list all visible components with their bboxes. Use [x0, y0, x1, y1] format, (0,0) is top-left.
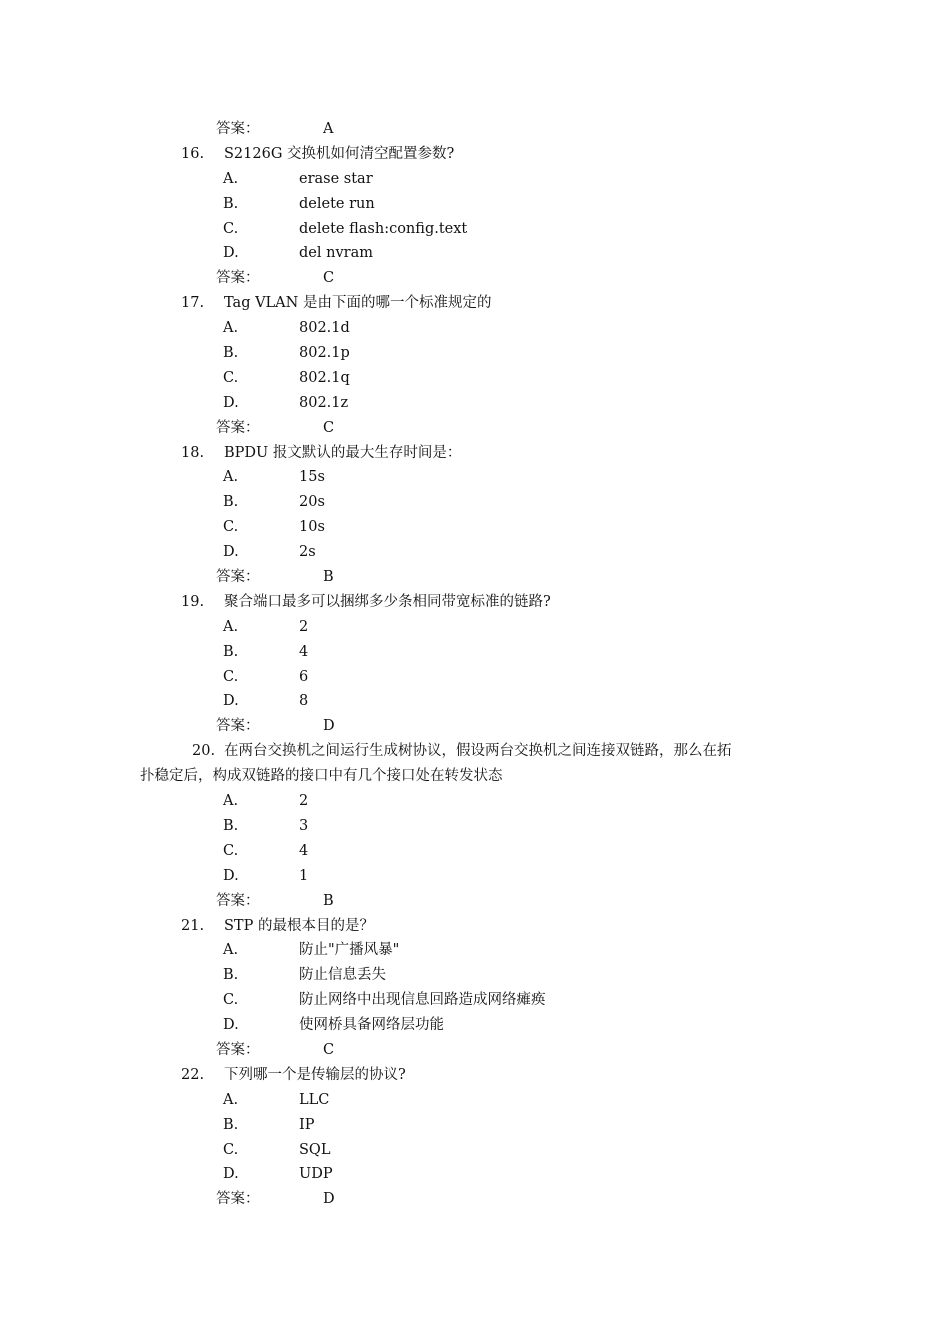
option-text: UDP	[299, 1166, 333, 1183]
question-number: 22.	[181, 1066, 205, 1083]
option-line	[0, 689, 950, 714]
option-letter: A.	[223, 942, 239, 959]
option-letter: C.	[223, 1141, 239, 1158]
option-letter: C.	[223, 220, 239, 237]
option-text: 2s	[299, 544, 316, 561]
option-letter: C.	[223, 668, 239, 685]
option-letter: D.	[223, 867, 239, 884]
option-line	[0, 1088, 950, 1113]
answer-line	[0, 1038, 950, 1063]
option-letter: D.	[223, 693, 239, 710]
option-line	[0, 1113, 950, 1138]
option-line	[0, 366, 950, 391]
option-line	[0, 515, 950, 540]
option-text: 15s	[299, 469, 325, 486]
option-line	[0, 789, 950, 814]
option-line	[0, 391, 950, 416]
answer-line	[0, 1187, 950, 1212]
option-line	[0, 640, 950, 665]
option-letter: A.	[223, 469, 239, 486]
option-letter: A.	[223, 320, 239, 337]
option-letter: D.	[223, 245, 239, 262]
question-18	[0, 441, 950, 466]
question-20	[0, 739, 950, 764]
answer-line	[0, 714, 950, 739]
answer-label: 答案：	[216, 718, 260, 735]
answer-value: C	[323, 1041, 335, 1058]
answer-label: 答案：	[216, 270, 260, 287]
option-text: delete flash:config.text	[299, 220, 468, 237]
question-text-line-1: 在两台交换机之间运行生成树协议，假设两台交换机之间连接双链路，那么在拓	[224, 743, 732, 760]
answer-label: 答案：	[216, 1041, 260, 1058]
question-text: 下列哪一个是传输层的协议?	[224, 1066, 406, 1083]
option-letter: A.	[223, 1091, 239, 1108]
answer-label: 答案：	[216, 121, 260, 137]
answer-line	[0, 416, 950, 441]
answer-value: B	[323, 569, 334, 586]
option-line	[0, 167, 950, 192]
option-letter: B.	[223, 967, 239, 984]
answer-label: 答案：	[216, 1191, 260, 1208]
option-text: 8	[299, 693, 309, 710]
option-text: erase star	[299, 170, 373, 187]
option-letter: B.	[223, 494, 239, 511]
question-text: Tag VLAN 是由下面的哪一个标准规定的	[224, 295, 492, 312]
option-line	[0, 665, 950, 690]
option-text: 802.1q	[299, 369, 350, 386]
question-number: 16.	[181, 145, 205, 162]
option-line	[0, 192, 950, 217]
question-text: 聚合端口最多可以捆绑多少条相同带宽标准的链路?	[224, 593, 551, 610]
answer-value: A	[323, 121, 334, 137]
option-text: 防止信息丢失	[299, 967, 386, 984]
option-letter: C.	[223, 992, 239, 1009]
question-16	[0, 142, 950, 167]
option-line	[0, 341, 950, 366]
option-line	[0, 988, 950, 1013]
option-text: 1	[299, 867, 309, 884]
option-text: 2	[299, 793, 309, 810]
question-21	[0, 914, 950, 939]
question-number: 18.	[181, 444, 205, 461]
answer-value: D	[323, 718, 335, 735]
option-text: IP	[299, 1116, 315, 1133]
option-line	[0, 241, 950, 266]
option-line	[0, 540, 950, 565]
option-letter: C.	[223, 519, 239, 536]
question-20-continued	[0, 764, 950, 789]
option-line	[0, 814, 950, 839]
option-line	[0, 615, 950, 640]
question-19	[0, 590, 950, 615]
question-text: STP 的最根本目的是？	[224, 917, 374, 934]
option-line	[0, 465, 950, 490]
option-line	[0, 490, 950, 515]
question-number: 17.	[181, 295, 205, 312]
option-letter: A.	[223, 618, 239, 635]
option-letter: B.	[223, 1116, 239, 1133]
answer-value: B	[323, 892, 334, 909]
question-number: 19.	[181, 593, 205, 610]
answer-line	[0, 117, 950, 142]
option-line	[0, 1013, 950, 1038]
option-letter: A.	[223, 793, 239, 810]
question-number: 21.	[181, 917, 205, 934]
option-text: 10s	[299, 519, 325, 536]
option-text: 802.1p	[299, 345, 350, 362]
option-text: 防止网络中出现信息回路造成网络瘫痪	[299, 992, 546, 1009]
answer-label: 答案：	[216, 569, 260, 586]
question-list	[0, 117, 950, 1212]
option-text: delete run	[299, 195, 375, 212]
option-text: SQL	[299, 1141, 331, 1158]
option-letter: D.	[223, 544, 239, 561]
answer-value: D	[323, 1191, 335, 1208]
option-text: 802.1d	[299, 320, 350, 337]
option-letter: B.	[223, 643, 239, 660]
answer-line	[0, 565, 950, 590]
option-text: del nvram	[299, 245, 373, 262]
option-letter: D.	[223, 394, 239, 411]
option-letter: D.	[223, 1017, 239, 1034]
option-text: 4	[299, 842, 309, 859]
option-letter: C.	[223, 369, 239, 386]
option-line	[0, 963, 950, 988]
option-letter: B.	[223, 345, 239, 362]
option-letter: D.	[223, 1166, 239, 1183]
question-22	[0, 1063, 950, 1088]
option-text: 6	[299, 668, 309, 685]
question-text: BPDU 报文默认的最大生存时间是：	[224, 444, 462, 461]
option-line	[0, 938, 950, 963]
option-letter: B.	[223, 195, 239, 212]
option-text: 20s	[299, 494, 325, 511]
answer-label: 答案：	[216, 892, 260, 909]
option-line	[0, 1138, 950, 1163]
question-text: S2126G 交换机如何清空配置参数?	[224, 145, 455, 162]
option-text: 802.1z	[299, 394, 349, 411]
question-text-line-2: 扑稳定后，构成双链路的接口中有几个接口处在转发状态	[140, 768, 503, 785]
option-line	[0, 217, 950, 242]
option-letter: C.	[223, 842, 239, 859]
option-letter: A.	[223, 170, 239, 187]
question-number: 20.	[192, 743, 216, 760]
option-text: 2	[299, 618, 309, 635]
answer-value: C	[323, 270, 335, 287]
option-text: 3	[299, 817, 309, 834]
option-line	[0, 1162, 950, 1187]
option-text: 4	[299, 643, 309, 660]
option-line	[0, 864, 950, 889]
option-line	[0, 839, 950, 864]
answer-label: 答案：	[216, 419, 260, 436]
answer-value: C	[323, 419, 335, 436]
option-letter: B.	[223, 817, 239, 834]
answer-line	[0, 889, 950, 914]
answer-line	[0, 266, 950, 291]
option-line	[0, 316, 950, 341]
option-text: 使网桥具备网络层功能	[299, 1017, 444, 1034]
option-text: LLC	[299, 1091, 330, 1108]
question-17	[0, 291, 950, 316]
option-text: 防止"广播风暴"	[299, 942, 400, 959]
